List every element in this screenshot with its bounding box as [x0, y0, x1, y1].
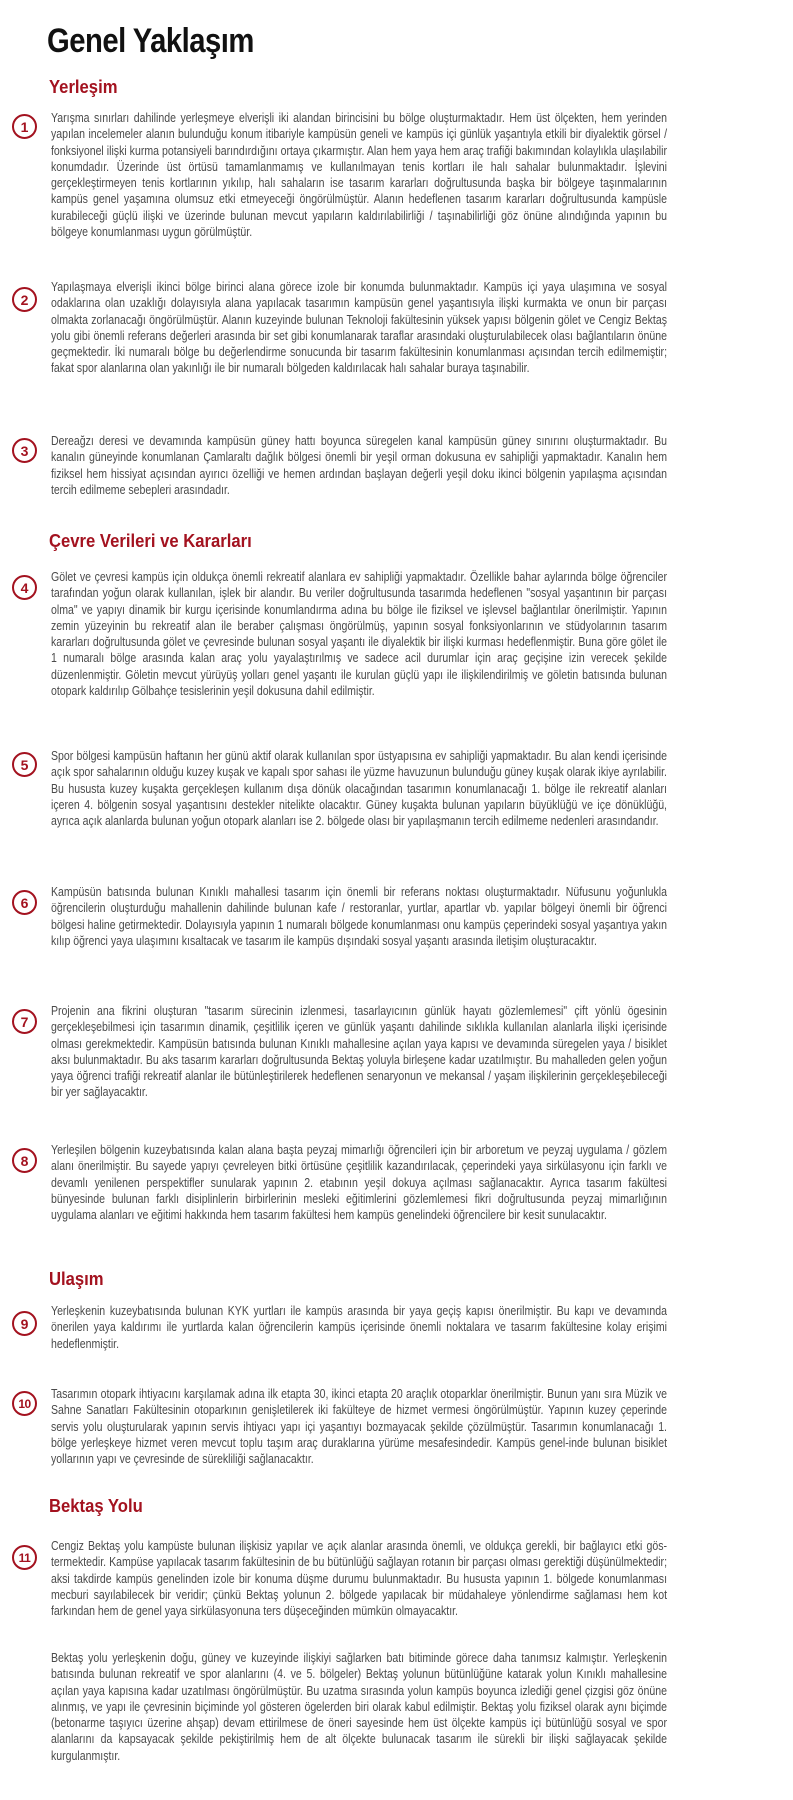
item-number-badge: 3: [12, 438, 37, 463]
item-paragraph: Yarışma sınırları dahilinde yerleşmeye elverişli iki alandan birincisini bu bölge oluşturmaktadır. Hem üst ölçekten, hem yerinden yapılan incelemeler alanın bulunduğu konum itibariyle kampüsün geneli ve kampüs içi günlük yaşantıyla etkili bir diyalektik görsel / fonksiyonel ilişki kurma potansiyeli barındırdığını ortaya çıkarmıştır. Alan hem yaya hem araç trafiği bakımından kolaylıkla ulaşılabilir konumdadır. Üzerinde üst örtüsü tamamlanmamış ve kullanılmayan tenis kortları ile halı sahalar bulunmaktadır. İşlevini gerçekleştirmeyen tenis kortlarının yıkılıp, halı sahaların ise tasarım kararları doğrultusunda başka bir bölgeye taşınmalarının kampüs genel yaşamına olumsuz etki etmeyeceği öngörülmüştür. Alanın hedeflenen tasarım kararları doğrultusunda kampüsle kurabileceği güçlü ilişki ve üzerinde bulunan mevcut yapıların kaldırılabilirliği / taşınabilirliği göz önüne alındığında yapının bu bölgeye konumlanması uygun görülmüştür.: [51, 110, 667, 240]
item-paragraph: Yerleşilen bölgenin kuzeybatısında kalan alana başta peyzaj mimarlığı öğrencileri için bir arboretum ve peyzaj uygulama / gözlem alanı önerilmiştir. Bu sayede yapıyı çevreleyen bitki örtüsüne çeşitlilik kazandırılacak, çeperindeki yaya sirkülasyonu için farklı ve devamlı yenilenen perspektifler sunularak yapının 2. etabının yeşil dokuya açılması sağlanacaktır. Ayrıca tasarım fakültesi bünyesinde bulunan farklı disiplinlerin birbirlerinin mesleki eğitimlerini gözlemlemesi fikri doğrultusunda peyzaj mimarlığının uygulama alanları ve eğitimi hakkında hem tasarım fakültesi hem kampüs genelindeki öğrencilere bir kesit sunulacaktır.: [51, 1142, 667, 1223]
item-number-badge: 4: [12, 575, 37, 600]
item-number-badge: 11: [12, 1545, 37, 1570]
section-heading-bektas-yolu: Bektaş Yolu: [49, 1495, 143, 1516]
section-heading-cevre-verileri: Çevre Verileri ve Kararları: [49, 530, 252, 551]
item-number-badge: 1: [12, 114, 37, 139]
item-number-badge: 10: [12, 1391, 37, 1416]
item-paragraph: Kampüsün batısında bulunan Kınıklı mahallesi tasarım için önemli bir referans noktası oluşturmaktadır. Nüfusunu yoğunlukla öğrencilerin oluşturduğu mahallenin dahilinde bulunan kafe / restoranlar, yurtlar, apartlar vb. yapılar bölgeyi önemli bir öğrenci bölgesi haline getirmektedir. Dolayısıyla yapının 1 numaralı bölgede konumlanması onu kampüs çeperindeki sosyal yaşantıya yakın kılıp öğrenci yaya ulaşımını kısaltacak ve tasarım ile kampüs dışındaki sosyal yaşantı arasında iletişim oluşturacaktır.: [51, 884, 667, 948]
item-number-badge: 8: [12, 1148, 37, 1173]
item-paragraph: Yapılaşmaya elverişli ikinci bölge birinci alana görece izole bir konumda bulunmaktadır. Kampüs içi yaya ulaşımına ve sosyal odaklarına olan uzaklığı dolayısıyla alana yapılacak tasarımın kampüsün genel yaşantısıyla ilişki kurmakta ve onun bir parçası olmakta zorlanacağı öngörülmüştür. Alanın kuzeyinde bulunan Teknoloji fakültesinin yüksek yapısı bölgenin gölet ve Cengiz Bektaş yolu gibi önemli referans değerleri arasında bir set gibi konumlanarak taraflar arasındaki oluşturulabilecek olası bağlantıların önüne geçmektedir. İki numaralı bölge bu değerlendirme sonucunda bir tasarım fakültesinin konumlanması açısından tercih edilmemiştir; fakat spor alanlarına olan yakınlığı ile bir numaralı bölgeden kaldırılacak halı sahalar buraya taşınabilir.: [51, 279, 667, 376]
item-paragraph: Dereağzı deresi ve devamında kampüsün güney hattı boyunca süregelen kanal kampüsün güney sınırını oluşturmaktadır. Bu kanalın güneyinde konumlanan Çamlaraltı dağlık bölgesi önemli bir yeşil orman dokusuna ev sahipliği yapmaktadır. Kanalın hem fiziksel hem hissiyat açısından ayırıcı özelliği ve hemen ardından başlayan değerli yeşil doku ikinci bölgenin yapılaşma açısından tercih edilmeme sebepleri arasındadır.: [51, 433, 667, 497]
item-paragraph: Gölet ve çevresi kampüs için oldukça önemli rekreatif alanlara ev sahipliği yapmaktadır. Özellikle bahar aylarında bölge öğrenciler tarafından yoğun olarak kullanılan, işlek bir alandır. Bu veriler doğrultusunda tasarımda hedeflenen "sosyal yaşantının bir parçası olma" ve yapıyı dinamik bir kurgu içerisinde konumlandırma adına bu bölge ile fiziksel ve işlevsel bağlantılar önerilmiştir. Yapının zemin yüzeyinin bu rekreatif alan ile beraber çalışması öngörülmüş, yapının sosyal fonksiyonlarının ve stüdyolarının tasarım kararları doğrultusunda gölet ve çevresinde bulunan sosyal yaşantı ile diyalektik bir ilişki kurması hedeflenmiştir. Buna göre gölet ile 1 numaralı bölge arasında kalan araç yolu yayalaştırılmış ve sadece acil durumlar için araç geçişine izin verecek şekilde düzenlenmiştir. Göletin mevcut yürüyüş yolları genel yaşantı ile kurulan güçlü yapı ile ilişkilendirilmiş ve göletin batısında bulunan otopark kaldırılıp Gölbahçe tesislerinin yeşil dokusuna dahil edilmiştir.: [51, 569, 667, 699]
section-heading-ulasim: Ulaşım: [49, 1268, 104, 1289]
item-paragraph: Tasarımın otopark ihtiyacını karşılamak adına ilk etapta 30, ikinci etapta 20 araçlık otoparklar önerilmiştir. Bunun yanı sıra Müzik ve Sahne Sanatları Fakültesinin otoparkının genişletilerek iki fakülteye de hizmet vermesi öngörülmüştür. Yapının kuzey çeperinde servis yolu oluşturularak yapının servis ihtiyacı yapı içi yaşantıyı bozmayacak şekilde çözülmüştür. Tasarımın konumlanacağı 1. bölge yerleşkeye hizmet veren mevcut toplu taşım araç duraklarına yürüme mesafesindedir. Kampüs genel-inde bulunan bisiklet yollarının yapı ve çevresinde de sürekliliği sağlanacaktır.: [51, 1386, 667, 1467]
page-title: Genel Yaklaşım: [47, 22, 254, 60]
item-paragraph: Yerleşkenin kuzeybatısında bulunan KYK yurtları ile kampüs arasında bir yaya geçiş kapısı önerilmiştir. Bu kapı ve devamında önerilen yaya kaldırımı ile yurtlarda kalan öğrencilerin kampüs içerisinde önemli noktalara ve tasarım fakültesine kolay erişimi hedeflenmiştir.: [51, 1303, 667, 1351]
section-heading-yerlesim: Yerleşim: [49, 76, 118, 97]
item-number-badge: 2: [12, 287, 37, 312]
item-number-badge: 9: [12, 1311, 37, 1336]
item-paragraph: Cengiz Bektaş yolu kampüste bulunan ilişkisiz yapılar ve açık alanlar arasında önemli, ve oldukça gerekli, bir bağlayıcı etki gös-termektedir. Kampüse yapılacak tasarım fakültesinin de bu bütünlüğü sağlayan rotanın bir parçası olması gerektiği düşünülmektedir; aksi takdirde kampüs genelinden izole bir konuma düşme durumu bulunmaktadır. Bu hususta yapının 1. bölgede konumlanması mecburi sayılabilecek bir veridir; çünkü Bektaş yolunun 2. bölgede yapılacak bir müdahaleye yönlendirme sağlaması hem kot farkından hem de genel yaya sirkülasyonuna ters düşeceğinden mümkün olmayacaktır.: [51, 1538, 667, 1619]
item-paragraph-continued: Bektaş yolu yerleşkenin doğu, güney ve kuzeyinde ilişkiyi sağlarken batı bitiminde görece daha tanımsız kalmıştır. Yerleşkenin batısında bulunan rekreatif ve spor alanlarını (4. ve 5. bölgeler) Bektaş yolunun bütünlüğüne katarak yolun Kınıklı mahallesine açılan yaya kapısına kadar uzatılması öngörülmüştür. Bu uzatma sırasında yolun kampüs boyunca izlediği genel çizgisi göz önüne alınmış, ve yapı ile çevresinin biçiminde yol gösteren ögelerden biri olarak kabul edilmiştir. Bektaş yolu fiziksel olarak aynı biçimde (betonarme taşıyıcı üzerine ahşap) devam ettirilmese de öneri sayesinde hem üst ölçekte kampüs içi bütünlüğü sosyal ve spor alanlarını da kapsayacak şekilde pekiştirilmiş hem de alt ölçekte bulunacak tasarım ile sürekli bir ilişki sağlayacak şekilde kurgulanmıştır.: [51, 1650, 667, 1763]
item-number-badge: 5: [12, 752, 37, 777]
item-number-badge: 6: [12, 890, 37, 915]
item-paragraph: Spor bölgesi kampüsün haftanın her günü aktif olarak kullanılan spor üstyapısına ev sahipliği yapmaktadır. Bu alan kendi içerisinde açık spor sahalarının olduğu kuzey kuşak ve kapalı spor sahası ile yüzme havuzunun bulunduğu güney kuşak olarak ikiye ayrılabilir. Bu hususta kuzey kuşakta gerçekleşen kullanım dışa dönük olacağından tasarımın konumlanacağı 1. bölge ile rekreatif alanları içeren 4. bölgenin sosyal yaşantısını destekler nitelikte olacaktır. Güney kuşakta bulunan yapıların büyüklüğü ve içe dönüklüğü, ayrıca açık alanlarda bulunan yoğun otopark alanları ise 2. bölgede olası bir yapılaşmanın tercih edilmeme nedenleri arasındandır.: [51, 748, 667, 829]
item-number-badge: 7: [12, 1009, 37, 1034]
item-paragraph: Projenin ana fikrini oluşturan "tasarım sürecinin izlenmesi, tasarlayıcının günlük hayatı gözlemlemesi" çift yönlü ögesinin gerçekleşebilmesi için tasarımın dinamik, çeşitlilik içeren ve günlük yaşantı dahilinde sıklıkla kullanılan alanlarla ilişki içerisinde olması gerekmektedir. Kampüsün batısında bulunan Kınıklı mahallesine açılan yaya kapısı ve devamında süregelen yaya / bisiklet aksı bulunmaktadır. Bu aks tasarım kararları doğrultusunda Bektaş yoluyla birleşene kadar uzatılmıştır. Bu mahalleden gelen yoğun yaya öğrenci trafiği rekreatif alanlar ile bütünleştirilerek hedeflenen senaryonun ve mekansal / yaşam ilişkilerinin gerçekleşebileceği bir yer sağlayacaktır.: [51, 1003, 667, 1100]
